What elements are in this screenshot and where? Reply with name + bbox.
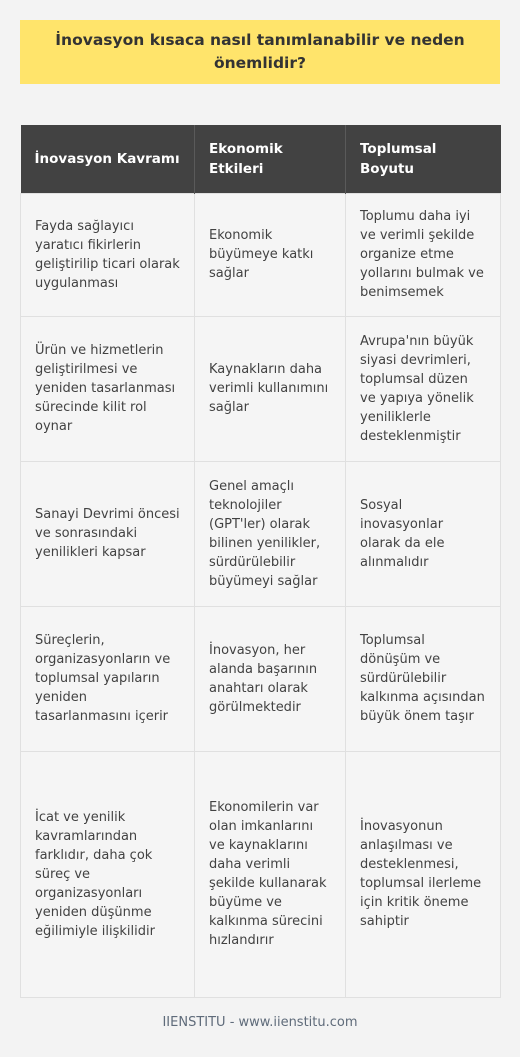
column-header: Ekonomik Etkileri <box>195 125 346 193</box>
page-title: İnovasyon kısaca nasıl tanımlanabilir ve neden önemlidir? <box>55 31 465 72</box>
table-cell: Fayda sağlayıcı yaratıcı fikirlerin geliştirilip ticari olarak uygulanması <box>21 193 195 316</box>
table-cell: Süreçlerin, organizasyonların ve toplumsal yapıların yeniden tasarlanmasını içerir <box>21 606 195 751</box>
table-cell: Avrupa'nın büyük siyasi devrimleri, toplumsal düzen ve yapıya yönelik yeniliklerle desteklenmiştir <box>346 316 501 461</box>
table-cell: Sanayi Devrimi öncesi ve sonrasındaki yenilikleri kapsar <box>21 461 195 606</box>
table-cell: İnovasyon, her alanda başarının anahtarı olarak görülmektedir <box>195 606 346 751</box>
column-header: İnovasyon Kavramı <box>21 125 195 193</box>
table-cell: Ekonomilerin var olan imkanlarını ve kaynaklarını daha verimli şekilde kullanarak büyüme ve kalkınma sürecini hızlandırır <box>195 751 346 997</box>
title-banner <box>20 20 500 84</box>
table-cell: Toplumu daha iyi ve verimli şekilde organize etme yollarını bulmak ve benimsemek <box>346 193 501 316</box>
column-header: Toplumsal Boyutu <box>346 125 501 193</box>
table-row <box>21 751 501 997</box>
table-cell: Ekonomik büyümeye katkı sağlar <box>195 193 346 316</box>
table-cell: Kaynakların daha verimli kullanımını sağlar <box>195 316 346 461</box>
footer-credit: IIENSTITU - www.iienstitu.com <box>162 1015 358 1030</box>
table-header-row <box>21 125 501 193</box>
comparison-table <box>20 125 501 998</box>
table-cell: Genel amaçlı teknolojiler (GPT'ler) olarak bilinen yenilikler, sürdürülebilir büyümeyi sağlar <box>195 461 346 606</box>
table-row <box>21 606 501 751</box>
table-row <box>21 316 501 461</box>
table-cell: İcat ve yenilik kavramlarından farklıdır, daha çok süreç ve organizasyonları yeniden düşünme eğilimiyle ilişkilidir <box>21 751 195 997</box>
table-cell: İnovasyonun anlaşılması ve desteklenmesi, toplumsal ilerleme için kritik öneme sahiptir <box>346 751 501 997</box>
table-cell: Sosyal inovasyonlar olarak da ele alınmalıdır <box>346 461 501 606</box>
table-cell: Ürün ve hizmetlerin geliştirilmesi ve yeniden tasarlanması sürecinde kilit rol oynar <box>21 316 195 461</box>
table-cell: Toplumsal dönüşüm ve sürdürülebilir kalkınma açısından büyük önem taşır <box>346 606 501 751</box>
table-row <box>21 193 501 316</box>
table-row <box>21 461 501 606</box>
